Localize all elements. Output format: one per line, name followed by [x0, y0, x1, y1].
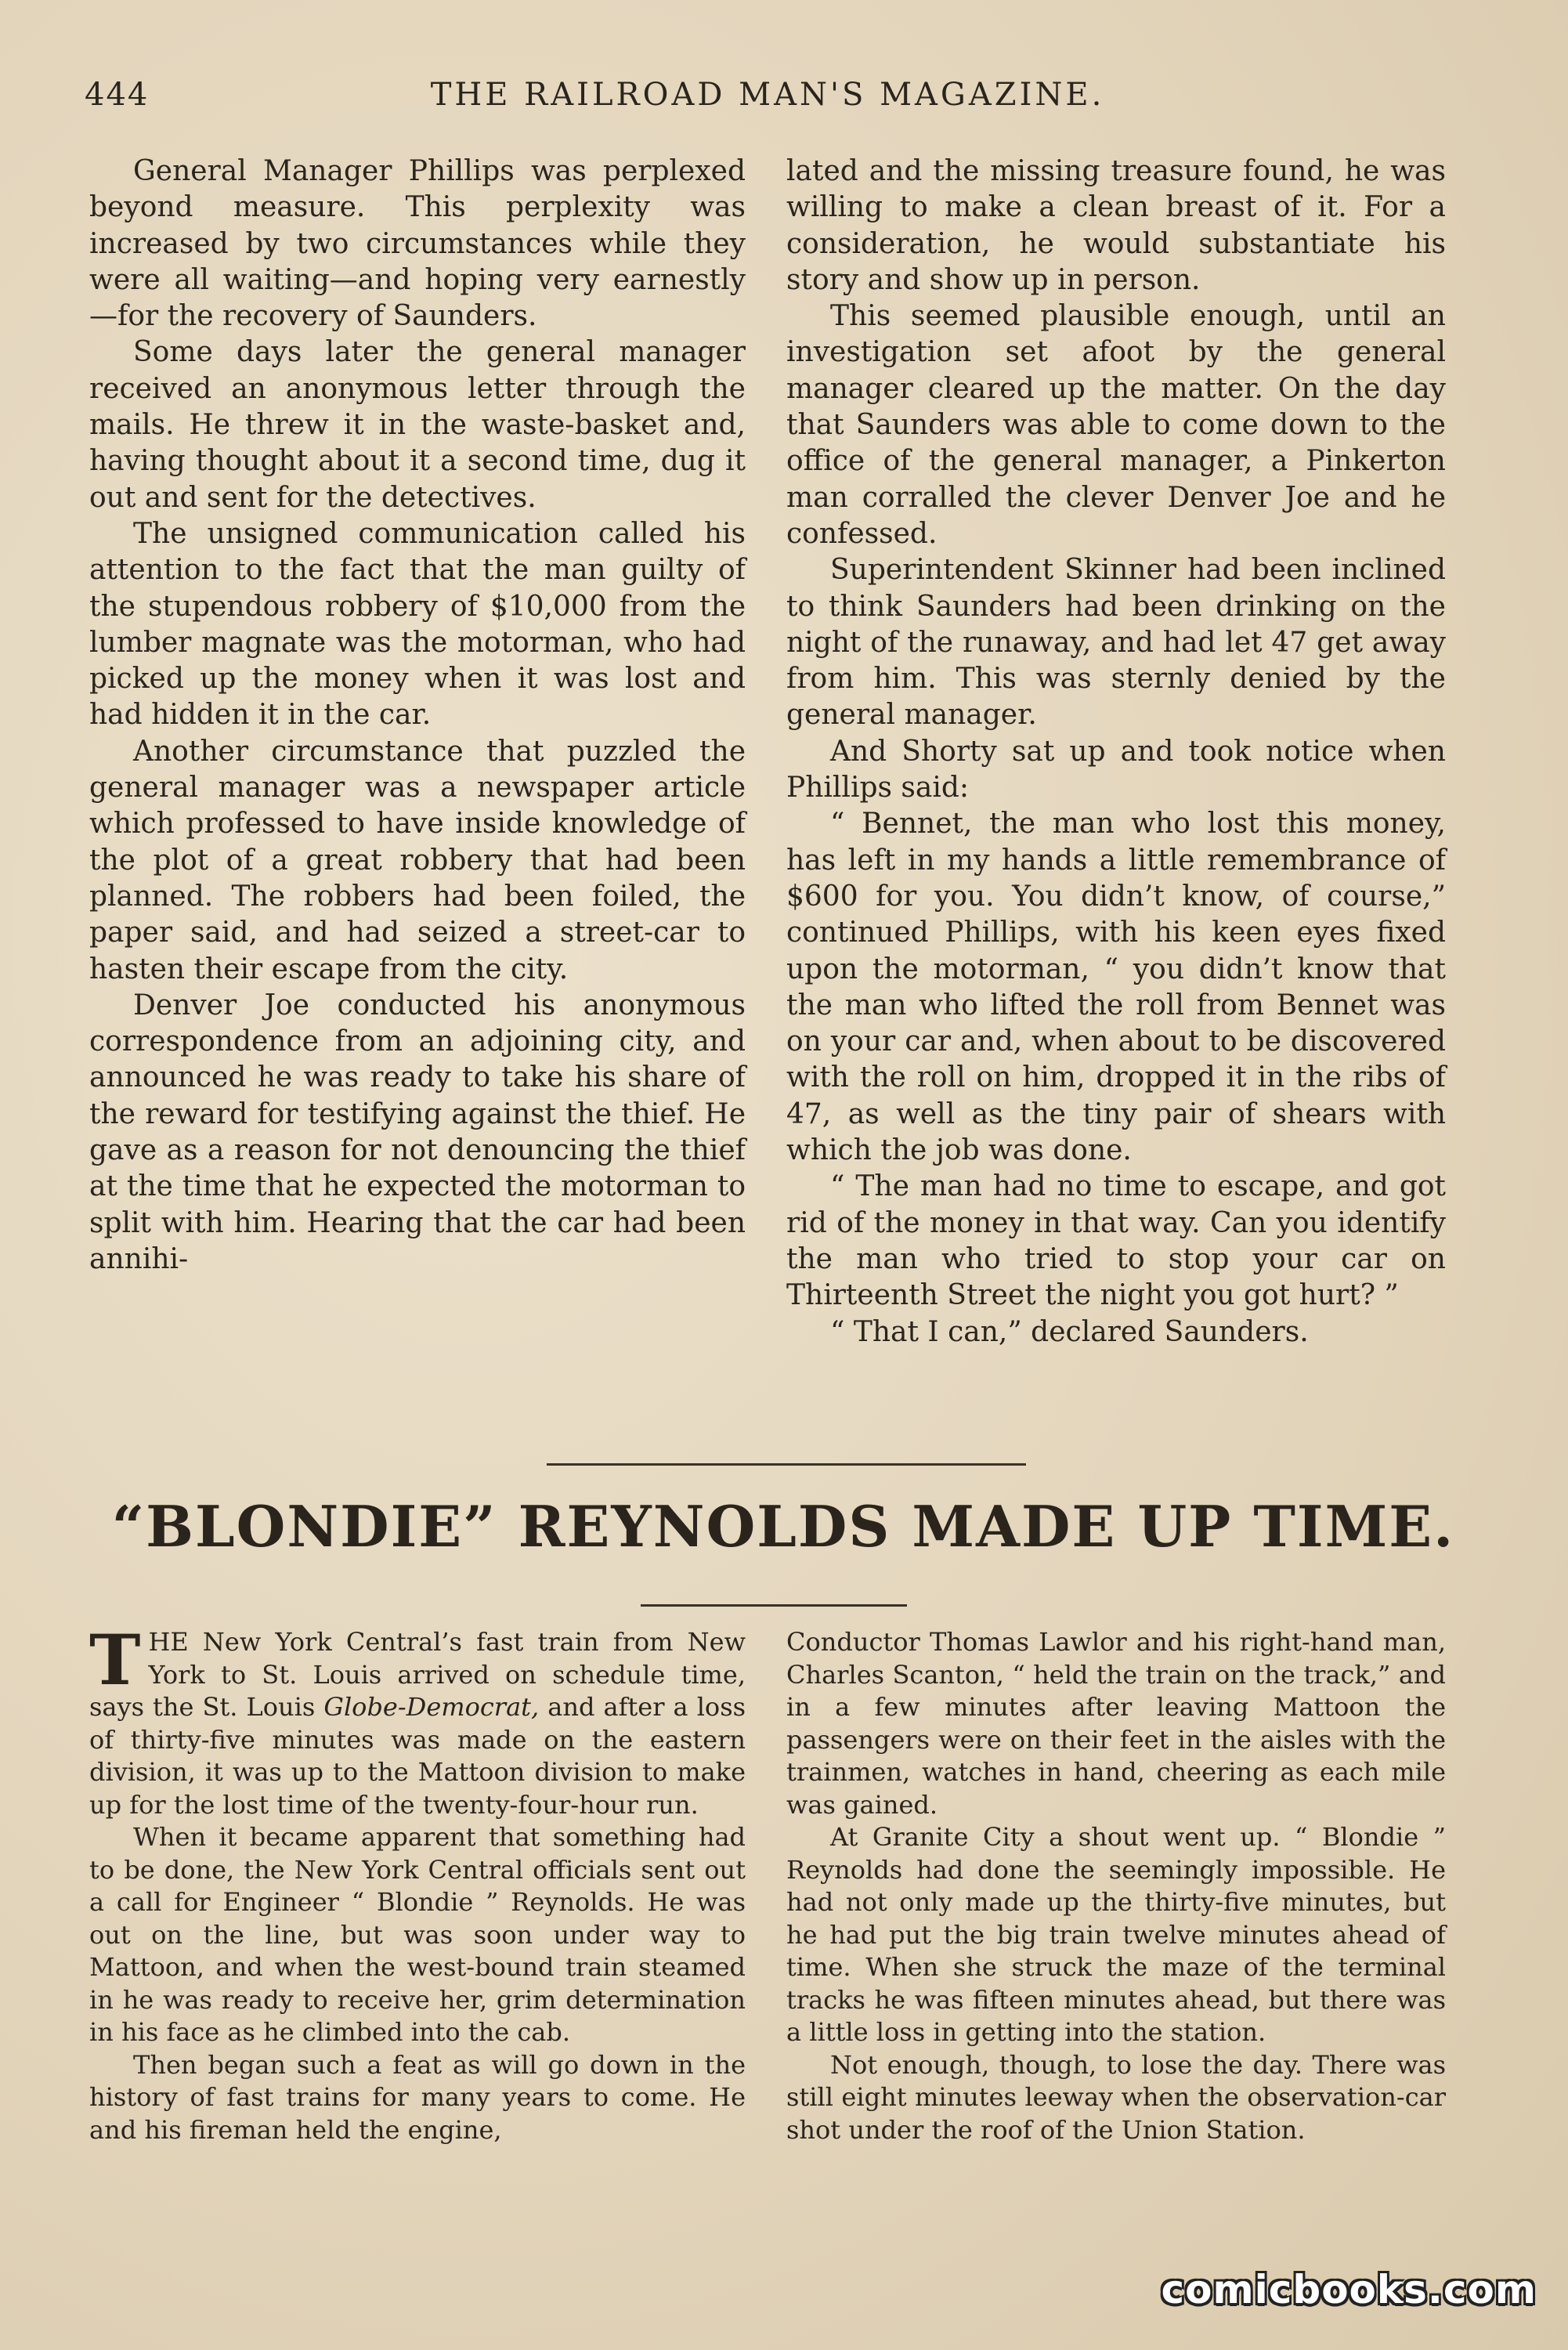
opening-text: HE New York Central’s fast train from New York to St. Louis arrived on schedule time, says the St. Louis	[89, 1627, 746, 1722]
paragraph: Superintendent Skinner had been inclined to think Saunders had been drinking on the night of the runaway, and had let 47 get away from him. This was sternly denied by the general manager.	[786, 554, 1446, 732]
paragraph: At Granite City a shout went up. “ Blondie ” Reynolds had done the seemingly impossible. He had not only made up the thirty-five minutes, but he had put the big train twelve minutes ahead of time. When she struck the maze of the terminal tracks he was fifteen minutes ahead, but there was a little loss in getting into the station.	[786, 1822, 1446, 2047]
paragraph: The unsigned communication called his attention to the fact that the man guilty of the stupendous robbery of $10,000 from the lumber magnate was the motorman, who had picked up the money when it was lost and had hidden it in the car.	[89, 517, 746, 732]
paragraph: Some days later the general manager received an anonymous letter through the mails. He threw it in the waste-basket and, having thought about it a second time, dug it out and sent for the detectives.	[89, 336, 746, 514]
section-divider-top	[547, 1463, 1026, 1466]
paragraph-continuation: Conductor Thomas Lawlor and his right-hand man, Charles Scanton, “ held the train on the track,” and in a few minutes after leaving Mattoon the passengers were on their feet in the aisles with the trainmen, watches in hand, cheering as each mile was gained.	[786, 1627, 1446, 1820]
paragraph: And Shorty sat up and took notice when Phillips said:	[786, 735, 1446, 804]
opening-text-end: and after a loss of thirty-five minutes was made on the eastern division, it was up to the Mattoon division to make up for the lost time of the twenty-four-hour run.	[89, 1692, 746, 1820]
paragraph: “ Bennet, the man who lost this money, has left in my hands a little remembrance of $600 for you. You didn’t know, of course,” continued Phillips, with his keen eyes fixed upon the motorman, “ you didn’t know that the man who lifted the roll from Bennet was on your car and, when about to be discovered with the roll on him, dropped it in the ribs of 47, as well as the tiny pair of shears with which the job was done.	[786, 808, 1446, 1167]
article-column-right	[786, 1626, 1446, 2146]
paragraph: When it became apparent that something had to be done, the New York Central officials sent out a call for Engineer “ Blondie ” Reynolds. He was out on the line, but was soon under way to Mattoon, and when the west-bound train steamed in he was ready to receive her, grim determination in his face as he climbed into the cab.	[89, 1822, 746, 2047]
page-header	[78, 77, 1457, 124]
paragraph: “ The man had no time to escape, and got rid of the money in that way. Can you identify the man who tried to stop your car on Thirteenth Street the night you got hurt? ”	[786, 1170, 1446, 1312]
article-headline: “BLONDIE” REYNOLDS MADE UP TIME.	[111, 1493, 1455, 1560]
paragraph-continuation: lated and the missing treasure found, he was willing to make a clean breast of it. For a consideration, he would substantiate his story and show up in person.	[786, 155, 1446, 296]
paragraph: Another circumstance that puzzled the general manager was a newspaper article which professed to have inside knowledge of the plot of a great robbery that had been planned. The robbers had been foiled, the paper said, and had seized a street-car to hasten their escape from the city.	[89, 735, 746, 985]
paragraph: General Manager Phillips was perplexed beyond measure. This perplexity was increased by two circumstances while they were all waiting—and hoping very earnestly—for the recovery of Saunders.	[89, 155, 746, 333]
paragraph: Not enough, though, to lose the day. There was still eight minutes leeway when the observation-car shot under the roof of the Union Station.	[786, 2049, 1446, 2145]
publication-name: Globe-Democrat,	[323, 1692, 540, 1722]
section-divider-bottom	[641, 1604, 907, 1607]
running-head: THE RAILROAD MAN'S MAGAZINE.	[430, 77, 1105, 113]
opening-paragraph	[89, 1619, 746, 1821]
page-number: 444	[85, 77, 150, 113]
paragraph: Denver Joe conducted his anonymous correspondence from an adjoining city, and announced he was ready to take his share of the reward for testifying against the thief. He gave as a reason for not denouncing the thief at the time that he expected the motorman to split with him. Hearing that the car had been annihi-	[89, 989, 746, 1275]
paragraph: “ That I can,” declared Saunders.	[830, 1315, 1309, 1348]
article-column-left	[89, 1619, 746, 2146]
story-column-right	[786, 154, 1446, 1350]
paragraph: This seemed plausible enough, until an investigation set afoot by the general manager cleared up the matter. On the day that Saunders was able to come down to the office of the general manager, a Pinkerton man corralled the clever Denver Joe and he confessed.	[786, 300, 1446, 550]
drop-cap: T	[89, 1619, 141, 1701]
paragraph: Then began such a feat as will go down in the history of fast trains for many years to come. He and his fireman held the engine,	[89, 2049, 746, 2145]
story-column-left	[89, 154, 746, 1278]
site-watermark: comicbooks.com	[1161, 2267, 1537, 2312]
